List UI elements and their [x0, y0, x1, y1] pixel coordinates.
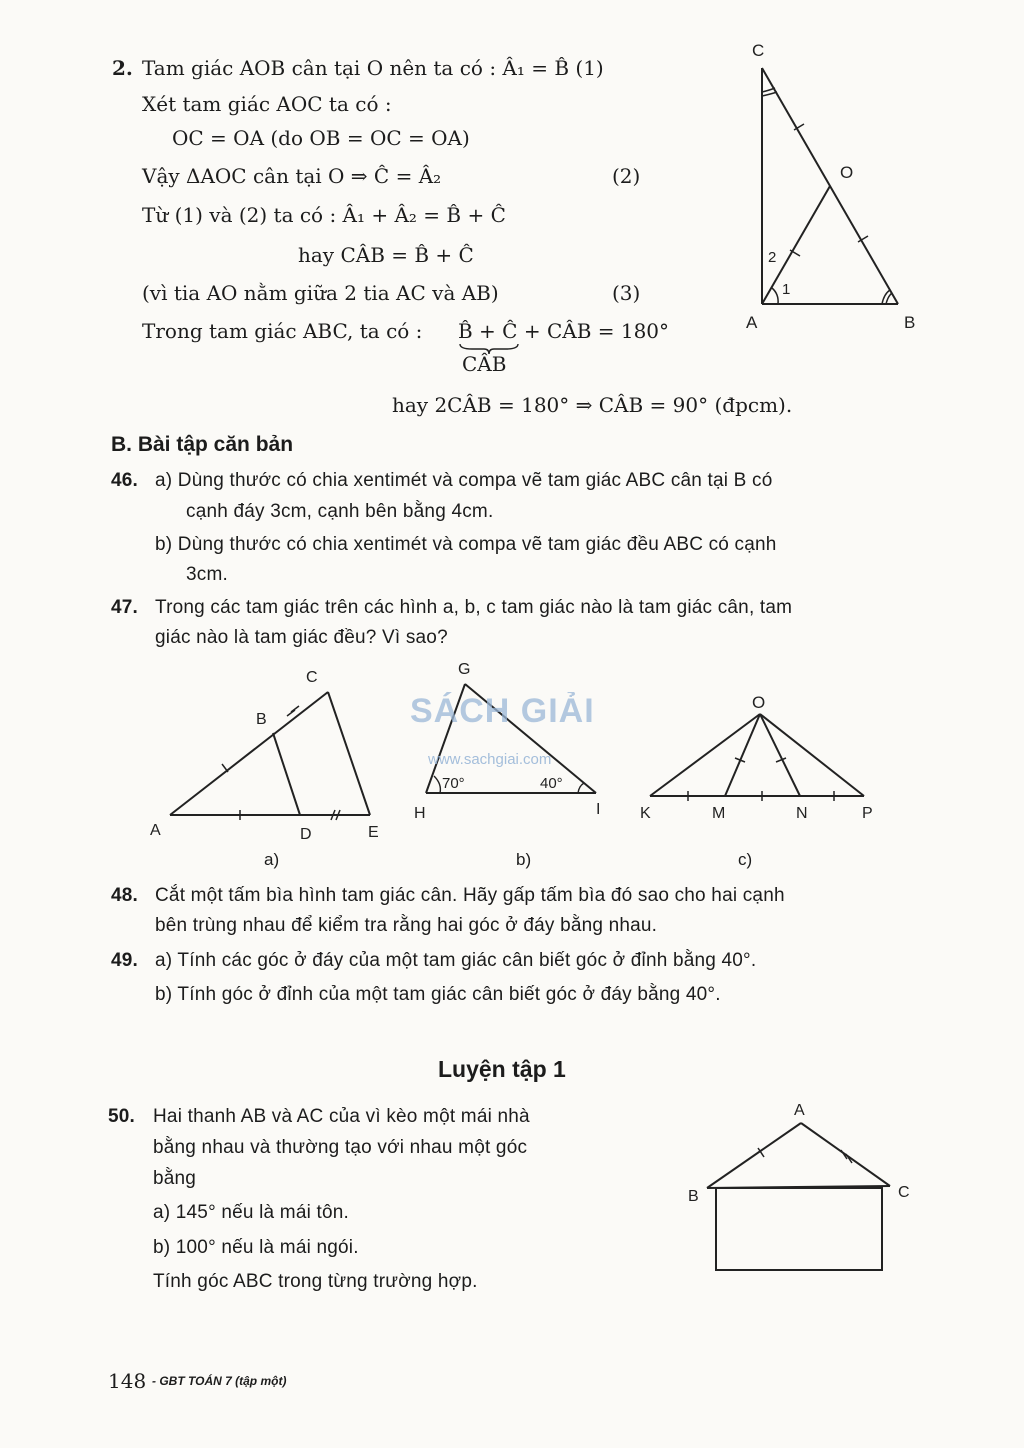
- section-heading: B. Bài tập căn bản: [111, 433, 294, 456]
- angle-label-2: 2: [768, 249, 777, 266]
- angle-label-i: 40°: [540, 775, 563, 792]
- figure-house: [680, 1095, 920, 1280]
- segment-ab: [707, 1123, 801, 1188]
- angle-label-1: 1: [782, 281, 791, 298]
- exercise-number: 47.: [111, 597, 139, 618]
- vertex-label-n: N: [796, 805, 808, 822]
- equation-ref: (2): [612, 164, 641, 188]
- vertex-label-p: P: [862, 805, 873, 822]
- exercise-text: Hai thanh AB và AC của vì kèo một mái nhà: [153, 1106, 530, 1127]
- exercise-text: b) 100° nếu là mái ngói.: [153, 1237, 359, 1258]
- exercise-text: b) Tính góc ở đỉnh của một tam giác cân biết góc ở đáy bằng 40°.: [155, 984, 721, 1005]
- figure-a: [140, 660, 400, 850]
- proof-conclusion: hay 2CÂB = 180° ⇒ CÂB = 90° (đpcm).: [392, 393, 793, 417]
- exercise-text: a) 145° nếu là mái tôn.: [153, 1202, 349, 1223]
- figure-caption: a): [264, 850, 280, 869]
- segment-ao: [762, 186, 830, 304]
- proof-equation: B̂ + Ĉ + CÂB = 180°: [458, 319, 670, 343]
- proof-line: OC = OA (do OB = OC = OA): [172, 126, 470, 150]
- figure-c: [630, 690, 890, 830]
- problem-number: 2.: [112, 56, 133, 80]
- figure-caption: b): [516, 850, 532, 869]
- vertex-label-b: B: [688, 1188, 699, 1205]
- exercise-text: a) Tính các góc ở đáy của một tam giác cân biết góc ở đỉnh bằng 40°.: [155, 950, 757, 971]
- exercise-text: bên trùng nhau để kiểm tra rằng hai góc ở đáy bằng nhau.: [155, 915, 658, 936]
- vertex-label-e: E: [368, 824, 379, 841]
- vertex-label-d: D: [300, 826, 312, 843]
- angle-label-h: 70°: [442, 775, 465, 792]
- vertex-label-a: A: [746, 313, 758, 332]
- exercise-text: a) Dùng thước có chia xentimét và compa vẽ tam giác ABC cân tại B có: [155, 470, 773, 491]
- segment-ac: [170, 692, 328, 815]
- vertex-label-b: B: [256, 711, 267, 728]
- exercise-number: 49.: [111, 950, 139, 971]
- exercise-number: 50.: [108, 1106, 136, 1127]
- exercise-text: giác nào là tam giác đều? Vì sao?: [155, 627, 448, 648]
- proof-line: Vậy ΔAOC cân tại O ⇒ Ĉ = Â₂: [142, 164, 442, 188]
- vertex-label-a: A: [794, 1102, 805, 1119]
- proof-line: Trong tam giác ABC, ta có :: [142, 319, 423, 343]
- vertex-label-k: K: [640, 805, 651, 822]
- segment-op: [760, 714, 864, 796]
- vertex-label-m: M: [712, 805, 726, 822]
- page-number: 148: [108, 1369, 147, 1393]
- watermark-url: www.sachgiai.com: [428, 751, 552, 768]
- underbrace-label: CÂB: [462, 352, 507, 376]
- figure-triangle-abc: [730, 30, 930, 340]
- vertex-label-a: A: [150, 822, 161, 839]
- exercise-text: 3cm.: [186, 564, 228, 585]
- vertex-label-h: H: [414, 805, 426, 822]
- segment-on: [760, 714, 800, 796]
- exercise-text: bằng nhau và thường tạo với nhau một góc: [153, 1137, 528, 1158]
- segment-ce: [328, 692, 370, 815]
- book-title: - GBT TOÁN 7 (tập một): [152, 1374, 287, 1388]
- house-wall: [716, 1188, 882, 1270]
- exercise-text: cạnh đáy 3cm, cạnh bên bằng 4cm.: [186, 501, 494, 522]
- exercise-number: 48.: [111, 885, 139, 906]
- figure-caption: c): [738, 850, 753, 869]
- exercise-text: b) Dùng thước có chia xentimét và compa vẽ tam giác đều ABC có cạnh: [155, 534, 777, 555]
- exercise-text: Trong các tam giác trên các hình a, b, c tam giác nào là tam giác cân, tam: [155, 597, 793, 618]
- exercise-text: Tính góc ABC trong từng trường hợp.: [153, 1271, 478, 1292]
- section-heading: Luyện tập 1: [438, 1056, 566, 1082]
- vertex-label-b: B: [904, 313, 916, 332]
- proof-line: Tam giác AOB cân tại O nên ta có : Â₁ = B̂ (1): [142, 56, 604, 80]
- vertex-label-c: C: [752, 41, 765, 60]
- vertex-label-o: O: [752, 693, 766, 712]
- figure-b: [400, 656, 615, 826]
- segment-bd: [273, 733, 300, 815]
- vertex-label-i: I: [596, 801, 601, 818]
- proof-line: Từ (1) và (2) ta có : Â₁ + Â₂ = B̂ + Ĉ: [142, 203, 506, 227]
- vertex-label-c: C: [306, 669, 318, 686]
- vertex-label-o: O: [840, 163, 854, 182]
- exercise-text: bằng: [153, 1168, 197, 1189]
- vertex-label-g: G: [458, 661, 471, 678]
- exercise-number: 46.: [111, 470, 139, 491]
- proof-line: (vì tia AO nằm giữa 2 tia AC và AB): [142, 281, 499, 305]
- equation-ref: (3): [612, 281, 641, 305]
- proof-line: Xét tam giác AOC ta có :: [142, 92, 392, 116]
- vertex-label-c: C: [898, 1184, 910, 1201]
- proof-line: hay CÂB = B̂ + Ĉ: [298, 243, 474, 267]
- watermark-logo: SÁCH GIẢI: [410, 692, 595, 730]
- exercise-text: Cắt một tấm bìa hình tam giác cân. Hãy gấp tấm bìa đó sao cho hai cạnh: [155, 885, 785, 906]
